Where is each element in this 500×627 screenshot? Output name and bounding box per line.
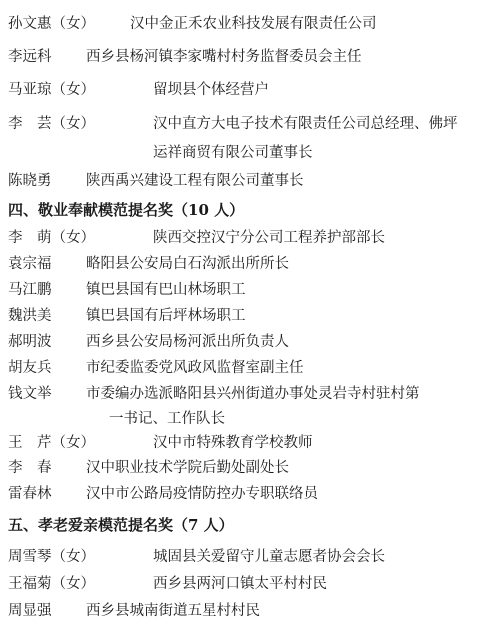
list-item [0, 355, 500, 381]
person-name: 李 春 [8, 460, 52, 476]
person-description: 汉中市特殊教育学校教师 [153, 435, 313, 451]
list-item [0, 77, 500, 103]
person-name: 雷春林 [8, 486, 52, 502]
person-description: 汉中金正禾农业科技发展有限责任公司 [130, 16, 377, 32]
person-name: 李 芸（女） [8, 116, 95, 132]
list-item [0, 481, 500, 507]
person-description: 镇巴县国有巴山林场职工 [86, 282, 246, 298]
person-name: 周雪琴（女） [8, 549, 95, 565]
list-item [0, 303, 500, 329]
person-name: 李远科 [8, 49, 52, 65]
person-description: 西乡县两河口镇太平村村民 [153, 576, 327, 592]
person-name: 马亚琼（女） [8, 82, 95, 98]
list-item [0, 430, 500, 456]
list-item [0, 598, 500, 624]
list-item [0, 111, 500, 137]
list-item [0, 544, 500, 570]
person-name: 马江鹏 [8, 282, 52, 298]
list-item [0, 251, 500, 277]
person-description: 陕西禹兴建设工程有限公司董事长 [86, 173, 304, 189]
person-description: 城固县关爱留守儿童志愿者协会会长 [153, 549, 385, 565]
person-name: 周显强 [8, 603, 52, 619]
person-description-continued: 运祥商贸有限公司董事长 [153, 145, 313, 161]
list-item-continuation [0, 406, 500, 432]
person-name: 钱文举 [8, 386, 52, 402]
person-description-continued: 一书记、工作队长 [109, 411, 225, 427]
person-description: 汉中直方大电子技术有限责任公司总经理、佛坪 [153, 116, 458, 132]
person-name: 郝明波 [8, 334, 52, 350]
list-item [0, 329, 500, 355]
list-item [0, 225, 500, 251]
list-item-continuation [0, 140, 500, 166]
person-description: 市委编办选派略阳县兴州街道办事处灵岩寺村驻村第 [86, 386, 420, 402]
list-item [0, 44, 500, 70]
list-item [0, 571, 500, 597]
list-item [0, 168, 500, 194]
list-item [0, 277, 500, 303]
person-description: 留坝县个体经营户 [153, 82, 269, 98]
person-description: 西乡县公安局杨河派出所负责人 [86, 334, 289, 350]
person-name: 胡友兵 [8, 360, 52, 376]
list-item [0, 455, 500, 481]
person-name: 王福菊（女） [8, 576, 95, 592]
person-name: 陈晓勇 [8, 173, 52, 189]
person-description: 陕西交控汉宁分公司工程养护部部长 [153, 230, 385, 246]
person-description: 汉中市公路局疫情防控办专职联络员 [86, 486, 318, 502]
person-name: 孙文惠（女） [8, 16, 95, 32]
person-description: 西乡县城南街道五星村村民 [86, 603, 260, 619]
list-item [0, 11, 500, 37]
person-name: 李 萌（女） [8, 230, 95, 246]
person-description: 镇巴县国有后坪林场职工 [86, 308, 246, 324]
person-name: 袁宗福 [8, 256, 52, 272]
section-heading: 四、敬业奉献模范提名奖（10 人） [8, 201, 245, 219]
person-description: 市纪委监委党风政风监督室副主任 [86, 360, 304, 376]
list-item [0, 381, 500, 407]
person-description: 略阳县公安局白石沟派出所所长 [86, 256, 289, 272]
section-heading: 五、孝老爱亲模范提名奖（7 人） [8, 516, 234, 534]
person-description: 汉中职业技术学院后勤处副处长 [86, 460, 289, 476]
person-name: 魏洪美 [8, 308, 52, 324]
person-name: 王 芹（女） [8, 435, 95, 451]
person-description: 西乡县杨河镇李家嘴村村务监督委员会主任 [86, 49, 362, 65]
